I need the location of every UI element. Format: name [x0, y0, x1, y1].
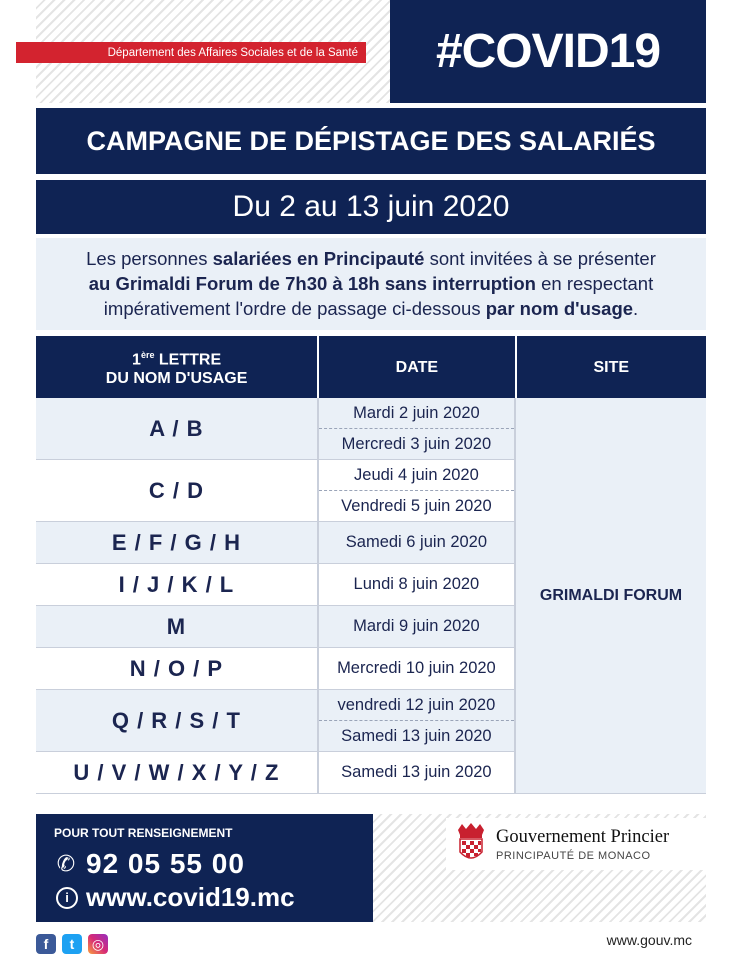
header-letter-word: LETTRE — [154, 351, 222, 369]
header-first-letter — [36, 336, 319, 398]
table-body — [36, 398, 706, 794]
dates-cell — [319, 398, 516, 459]
department-banner — [16, 42, 366, 63]
contact-title: POUR TOUT RENSEIGNEMENT — [54, 826, 233, 840]
dates-cell — [319, 648, 516, 689]
dates-cell — [319, 564, 516, 605]
date-entry: vendredi 12 juin 2020 — [337, 695, 496, 714]
government-logo — [446, 818, 724, 870]
phone-row[interactable] — [52, 848, 245, 880]
date-entry: Vendredi 5 juin 2020 — [319, 490, 514, 521]
letters-cell: N / O / P — [36, 648, 319, 689]
header-letter-line2: DU NOM D'USAGE — [105, 370, 248, 388]
table-row — [36, 648, 516, 690]
government-url[interactable]: www.gouv.mc — [606, 932, 692, 948]
table-row — [36, 460, 516, 522]
department-label: Département des Affaires Sociales et de la Santé — [107, 46, 358, 59]
table-row — [36, 606, 516, 648]
header-letter-sup: ère — [140, 349, 155, 360]
site-cell — [516, 398, 706, 794]
letters-cell: M — [36, 606, 319, 647]
table-rows — [36, 398, 516, 794]
table-row — [36, 398, 516, 460]
date-entry: Samedi 6 juin 2020 — [345, 533, 488, 551]
date-entry: Mercredi 3 juin 2020 — [319, 428, 514, 459]
government-name: Gouvernement Princier — [496, 826, 670, 847]
dates-cell — [319, 460, 516, 521]
header-date — [319, 336, 516, 398]
letters-cell: A / B — [36, 398, 319, 459]
government-text — [496, 827, 669, 862]
letters-cell: E / F / G / H — [36, 522, 319, 563]
dates-cell — [319, 522, 516, 563]
monaco-crest-icon — [452, 822, 490, 866]
hashtag-box — [390, 0, 706, 103]
letters-cell: Q / R / S / T — [36, 690, 319, 751]
facebook-icon[interactable]: f — [36, 934, 56, 954]
dates-cell — [319, 606, 516, 647]
campaign-title-box — [36, 108, 706, 174]
website-link[interactable]: www.covid19.mc — [86, 882, 295, 912]
intro-bold-3: par nom d'usage — [485, 298, 634, 319]
intro-bold-2: au Grimaldi Forum de 7h30 à 18h sans interruption — [88, 273, 536, 294]
schedule-table — [36, 336, 706, 794]
date-entry: Samedi 13 juin 2020 — [319, 720, 514, 751]
table-header — [36, 336, 706, 398]
date-range-box — [36, 180, 706, 234]
table-row — [36, 522, 516, 564]
header-site — [517, 336, 706, 398]
table-row — [36, 752, 516, 794]
dates-cell — [319, 690, 516, 751]
date-entry: Samedi 13 juin 2020 — [341, 763, 492, 781]
date-entry: Lundi 8 juin 2020 — [353, 575, 480, 593]
table-row — [36, 690, 516, 752]
letters-cell: U / V / W / X / Y / Z — [36, 752, 319, 793]
government-subtitle: PRINCIPAUTÉ DE MONACO — [496, 849, 651, 862]
campaign-title: CAMPAGNE DE DÉPISTAGE DES SALARIÉS — [86, 125, 656, 156]
intro-text-4: impérativement l'ordre de passage ci-dessous — [103, 298, 486, 319]
intro-text-5: . — [633, 298, 639, 319]
info-icon: i — [56, 887, 78, 909]
intro-paragraph — [36, 238, 706, 330]
contact-box — [36, 814, 373, 922]
intro-text-1: Les personnes — [86, 248, 213, 269]
twitter-icon[interactable]: t — [62, 934, 82, 954]
instagram-icon[interactable]: ◎ — [88, 934, 108, 954]
header-site-label: SITE — [593, 358, 630, 376]
date-entry: Jeudi 4 juin 2020 — [354, 465, 479, 484]
intro-bold-1: salariées en Principauté — [212, 248, 425, 269]
website-row[interactable] — [52, 882, 295, 913]
site-label: GRIMALDI FORUM — [539, 586, 683, 604]
phone-number[interactable]: 92 05 55 00 — [86, 848, 245, 879]
letters-cell: I / J / K / L — [36, 564, 319, 605]
intro-text-3: en respectant — [535, 273, 654, 294]
header-letter-number: 1 — [132, 351, 141, 369]
phone-icon: ✆ — [56, 851, 76, 876]
letters-cell: C / D — [36, 460, 319, 521]
dates-cell — [319, 752, 516, 793]
date-entry: Mardi 9 juin 2020 — [353, 617, 480, 635]
header-date-label: DATE — [395, 358, 439, 376]
social-icons — [36, 934, 108, 954]
table-row — [36, 564, 516, 606]
date-entry: Mardi 2 juin 2020 — [353, 403, 480, 422]
date-range: Du 2 au 13 juin 2020 — [232, 190, 510, 223]
hashtag-label: #COVID19 — [435, 25, 661, 78]
date-entry: Mercredi 10 juin 2020 — [337, 659, 496, 677]
intro-text-2: sont invitées à se présenter — [424, 248, 656, 269]
